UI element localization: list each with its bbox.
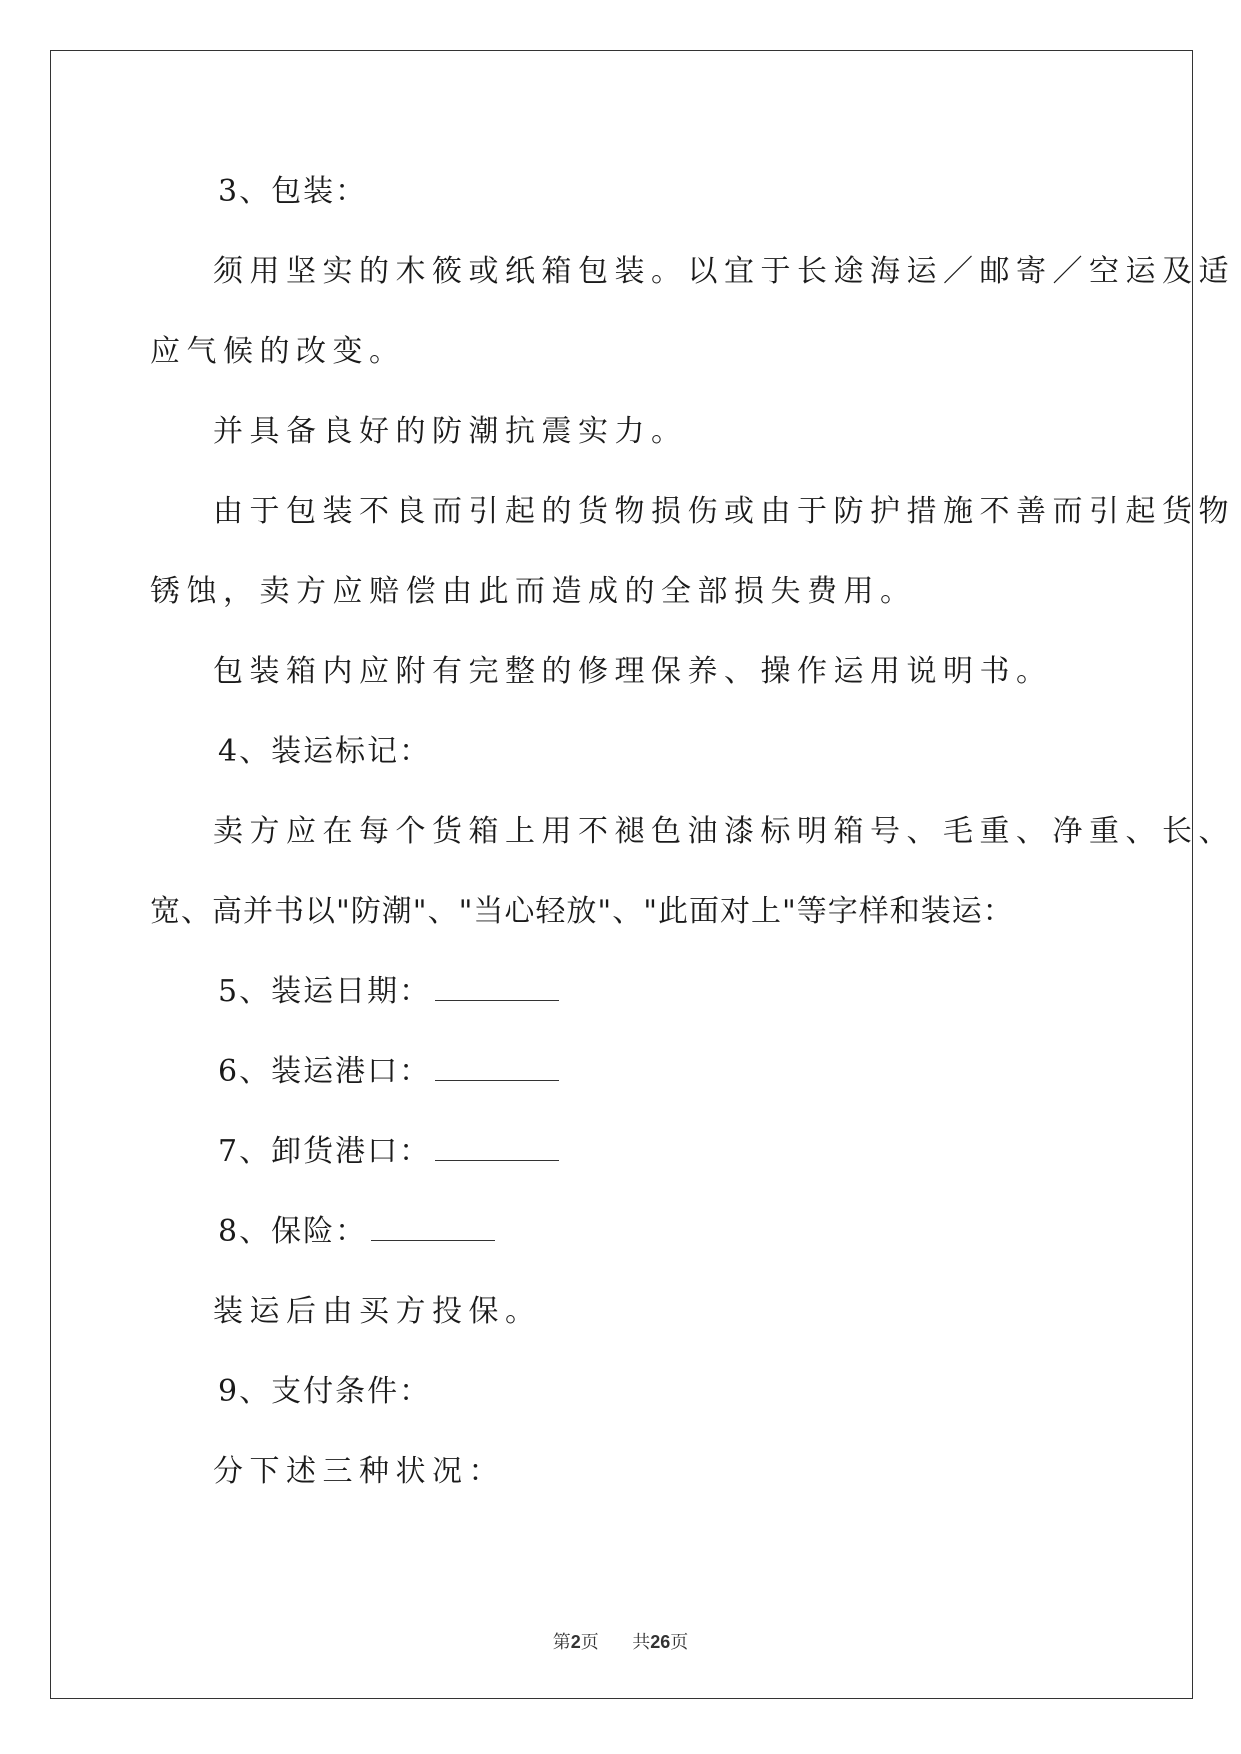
page-suffix: 页 bbox=[580, 1632, 599, 1653]
paragraph-line: 应气候的改变。 bbox=[150, 334, 406, 369]
page-prefix: 第 bbox=[552, 1632, 571, 1653]
page-frame bbox=[50, 50, 1193, 1699]
paragraph-line: 须用坚实的木筱或纸箱包装。以宜于长途海运／邮寄／空运及适 bbox=[213, 254, 1235, 289]
loading-port-label: 6、装运港口： bbox=[218, 1054, 432, 1089]
discharge-port-label: 7、卸货港口： bbox=[218, 1134, 432, 1169]
paragraph-line: 宽、高并书以"防潮"、"当心轻放"、"此面对上"等字样和装运： bbox=[150, 894, 1014, 929]
total-prefix: 共 bbox=[632, 1632, 651, 1653]
section-shipping-mark-heading: 4、装运标记： bbox=[218, 734, 432, 769]
section-payment-heading: 9、支付条件： bbox=[218, 1374, 432, 1409]
paragraph-line: 并具备良好的防潮抗震实力。 bbox=[213, 414, 688, 449]
shipping-date-blank bbox=[435, 976, 559, 1001]
page-total: 26 bbox=[650, 1632, 671, 1652]
paragraph-line: 装运后由买方投保。 bbox=[213, 1294, 542, 1329]
page-current: 2 bbox=[570, 1632, 581, 1652]
discharge-port-blank bbox=[435, 1136, 559, 1161]
shipping-date-label: 5、装运日期： bbox=[218, 974, 432, 1009]
paragraph-line: 锈蚀，卖方应赔偿由此而造成的全部损失费用。 bbox=[150, 574, 917, 609]
loading-port-blank bbox=[435, 1056, 559, 1081]
insurance-blank bbox=[371, 1216, 495, 1241]
paragraph-line: 分下述三种状况： bbox=[213, 1454, 505, 1489]
paragraph-line: 卖方应在每个货箱上用不褪色油漆标明箱号、毛重、净重、长、 bbox=[213, 814, 1235, 849]
insurance-field bbox=[218, 1215, 495, 1249]
page-footer bbox=[0, 1628, 1241, 1654]
section-packaging-heading: 3、包装： bbox=[218, 174, 368, 209]
shipping-date-field bbox=[218, 975, 559, 1009]
total-suffix: 页 bbox=[670, 1632, 689, 1653]
paragraph-line: 包装箱内应附有完整的修理保养、操作运用说明书。 bbox=[213, 654, 1053, 689]
insurance-label: 8、保险： bbox=[218, 1214, 368, 1249]
discharge-port-field bbox=[218, 1135, 559, 1169]
paragraph-line: 由于包装不良而引起的货物损伤或由于防护措施不善而引起货物 bbox=[213, 494, 1235, 529]
loading-port-field bbox=[218, 1055, 559, 1089]
